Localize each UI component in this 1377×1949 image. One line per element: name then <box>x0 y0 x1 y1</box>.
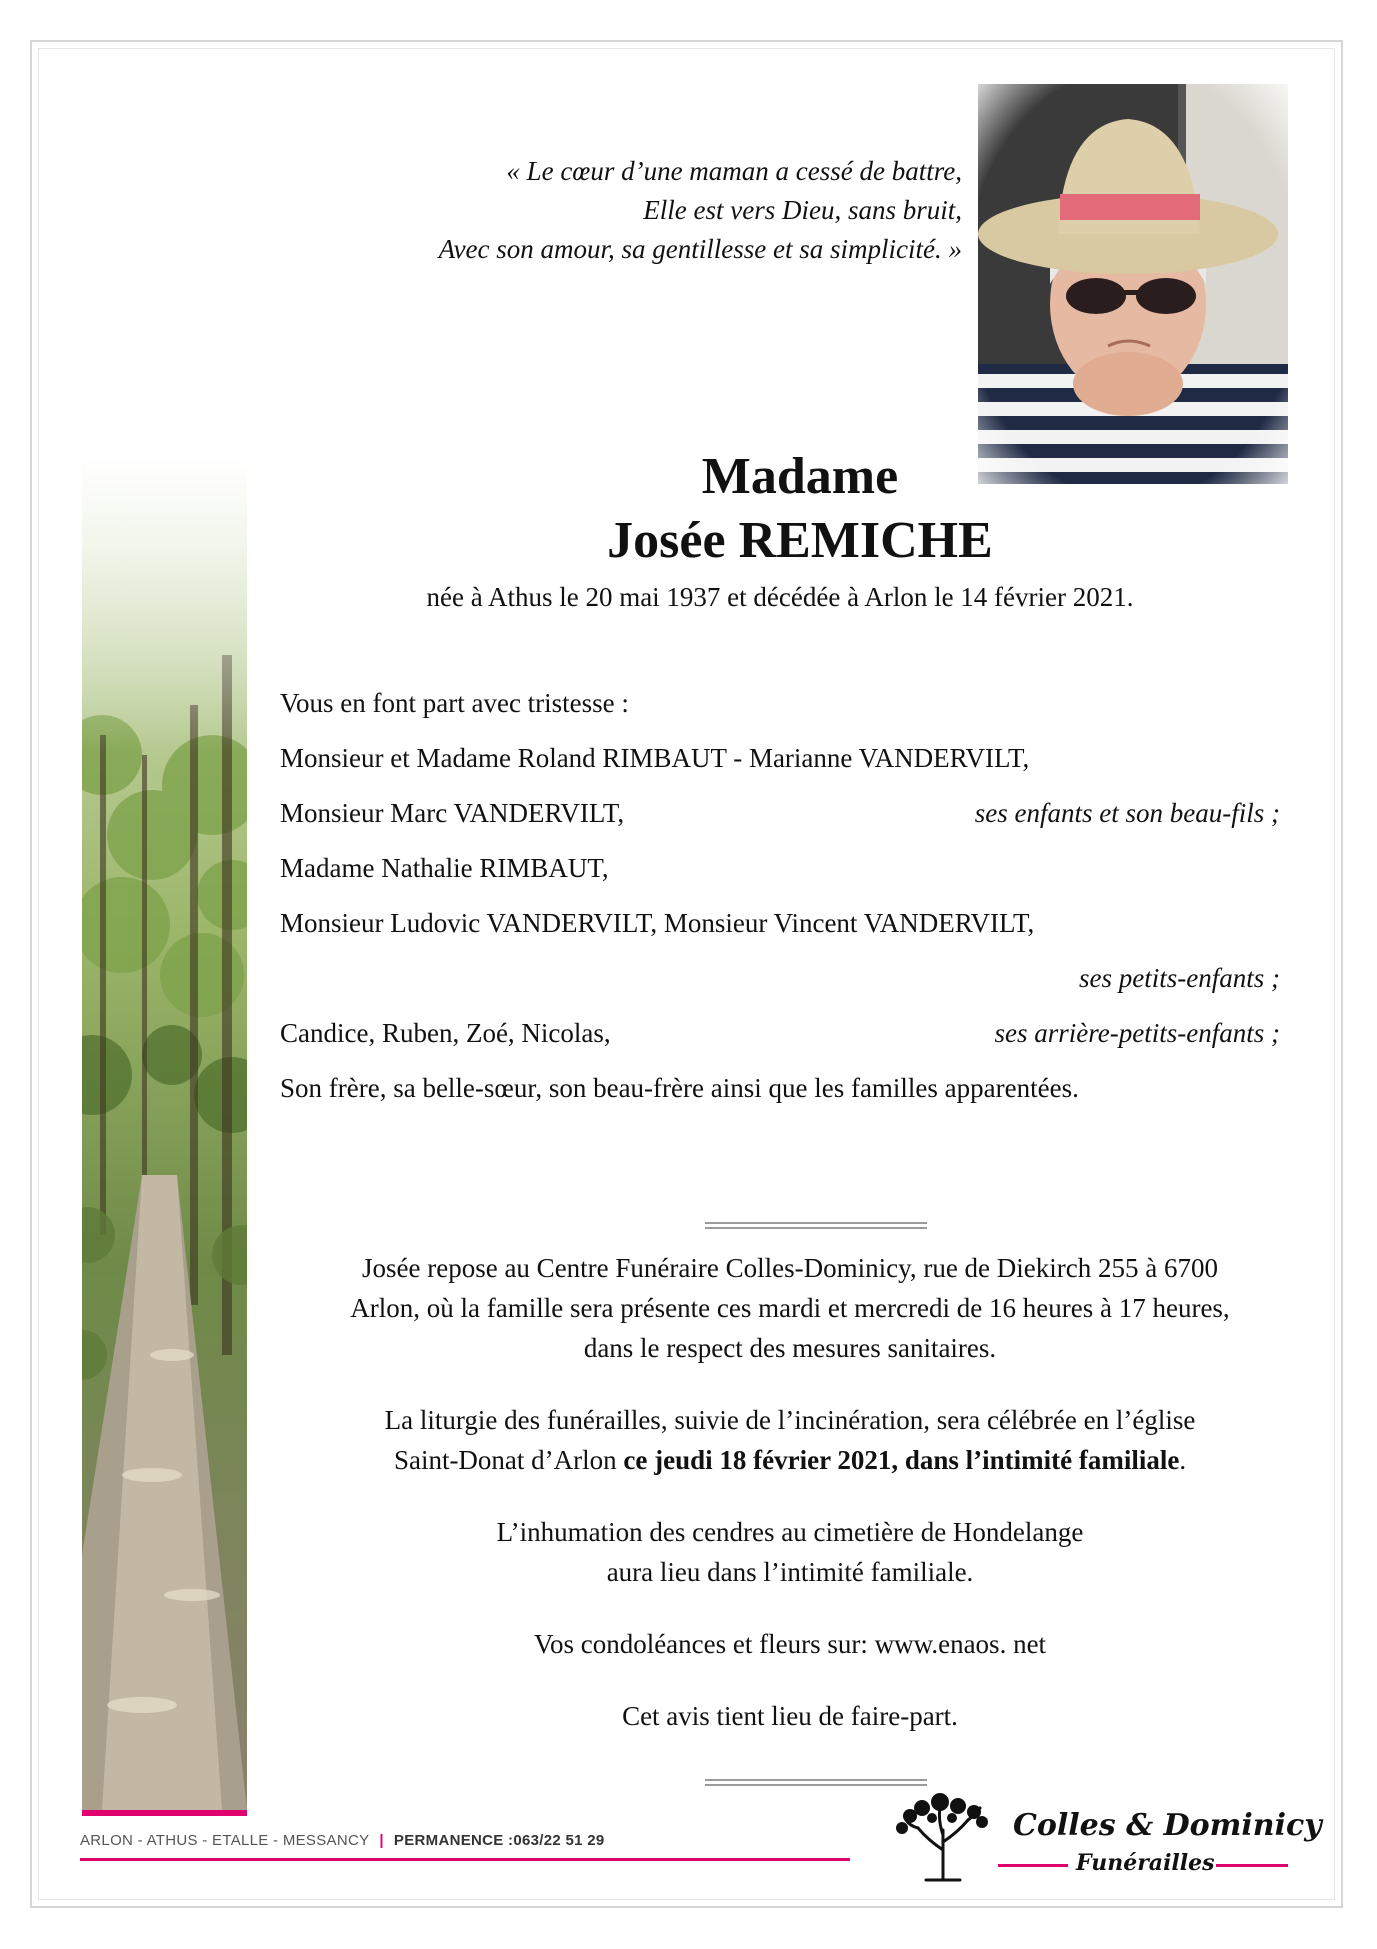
notice-text: Cet avis tient lieu de faire-part. <box>622 1701 958 1731</box>
forest-accent-bar <box>82 1810 247 1816</box>
family-row <box>280 794 1280 849</box>
liturgy-line-end: . <box>1179 1445 1187 1475</box>
opening-quote <box>250 152 962 269</box>
family-row <box>280 1069 1280 1124</box>
burial-paragraph <box>270 1512 1310 1592</box>
tree-logo-icon <box>888 1790 998 1885</box>
family-names: Madame Nathalie RIMBAUT, <box>280 853 609 883</box>
permanence-phone: 063/22 51 29 <box>513 1832 605 1849</box>
footer-locations: ARLON - ATHUS - ETALLE - MESSANCY <box>80 1832 370 1849</box>
family-row <box>280 959 1280 1014</box>
forest-path-image <box>82 455 247 1810</box>
liturgy-paragraph <box>270 1400 1310 1480</box>
repose-line: Josée repose au Centre Funéraire Colles-Dominicy, rue de Diekirch 255 à 6700 <box>362 1253 1218 1283</box>
deceased-name: Josée REMICHE <box>607 512 993 569</box>
repose-line: Arlon, où la famille sera présente ces mardi et mercredi de 16 heures à 17 heures, <box>350 1293 1230 1323</box>
family-relation: ses petits-enfants ; <box>1079 963 1280 993</box>
family-names: Candice, Ruben, Zoé, Nicolas, <box>280 1018 611 1048</box>
family-row <box>280 1014 1280 1069</box>
repose-paragraph <box>270 1248 1310 1368</box>
footer-separator: | <box>379 1832 384 1849</box>
divider-top <box>705 1222 927 1229</box>
family-row <box>280 849 1280 904</box>
footer-accent-line <box>80 1858 850 1861</box>
divider-bottom <box>705 1779 927 1786</box>
family-intro: Vous en font part avec tristesse : <box>280 688 629 718</box>
birth-death-dates: née à Athus le 20 mai 1937 et décédée à Arlon le 14 février 2021. <box>426 582 1134 612</box>
family-names: Monsieur Ludovic VANDERVILT, Monsieur Vincent VANDERVILT, <box>280 908 1035 938</box>
deceased-name-block <box>350 445 1250 573</box>
family-relation: ses enfants et son beau-fils ; <box>974 798 1280 828</box>
burial-line: aura lieu dans l’intimité familiale. <box>606 1557 974 1587</box>
condolences-text: Vos condoléances et fleurs sur: www.enaos. net <box>533 1629 1047 1659</box>
quote-line: Elle est vers Dieu, sans bruit, <box>643 195 962 225</box>
liturgy-line: La liturgie des funérailles, suivie de l’incinération, sera célébrée en l’église <box>384 1405 1196 1435</box>
quote-line: « Le cœur d’une maman a cessé de battre, <box>506 156 962 186</box>
brand-line-right <box>1216 1864 1288 1867</box>
honorific: Madame <box>701 448 899 505</box>
brand-name: Colles & Dominicy <box>1013 1808 1322 1843</box>
family-list <box>280 684 1280 1124</box>
liturgy-line: Saint-Donat d’Arlon <box>393 1445 624 1475</box>
quote-line: Avec son amour, sa gentillesse et sa simplicité. » <box>438 234 962 264</box>
portrait-photo <box>978 84 1288 484</box>
burial-line: L’inhumation des cendres au cimetière de Hondelange <box>496 1517 1084 1547</box>
brand-line-left <box>998 1864 1068 1867</box>
ceremony-info <box>270 1248 1310 1736</box>
family-row <box>280 904 1280 959</box>
funeral-home-logo <box>888 1790 1322 1890</box>
family-names: Monsieur et Madame Roland RIMBAUT - Marianne VANDERVILT, <box>280 743 1030 773</box>
brand-subtitle: Funérailles <box>1076 1850 1215 1876</box>
family-relation: ses arrière-petits-enfants ; <box>994 1018 1280 1048</box>
repose-line: dans le respect des mesures sanitaires. <box>583 1333 997 1363</box>
footer-contact <box>80 1832 605 1849</box>
family-names: Monsieur Marc VANDERVILT, <box>280 798 625 828</box>
family-row <box>280 739 1280 794</box>
family-names: Son frère, sa belle-sœur, son beau-frère ainsi que les familles apparentées. <box>280 1073 1079 1103</box>
liturgy-date: ce jeudi 18 février 2021, dans l’intimité familiale <box>623 1445 1180 1475</box>
permanence-label: PERMANENCE : <box>393 1832 514 1849</box>
